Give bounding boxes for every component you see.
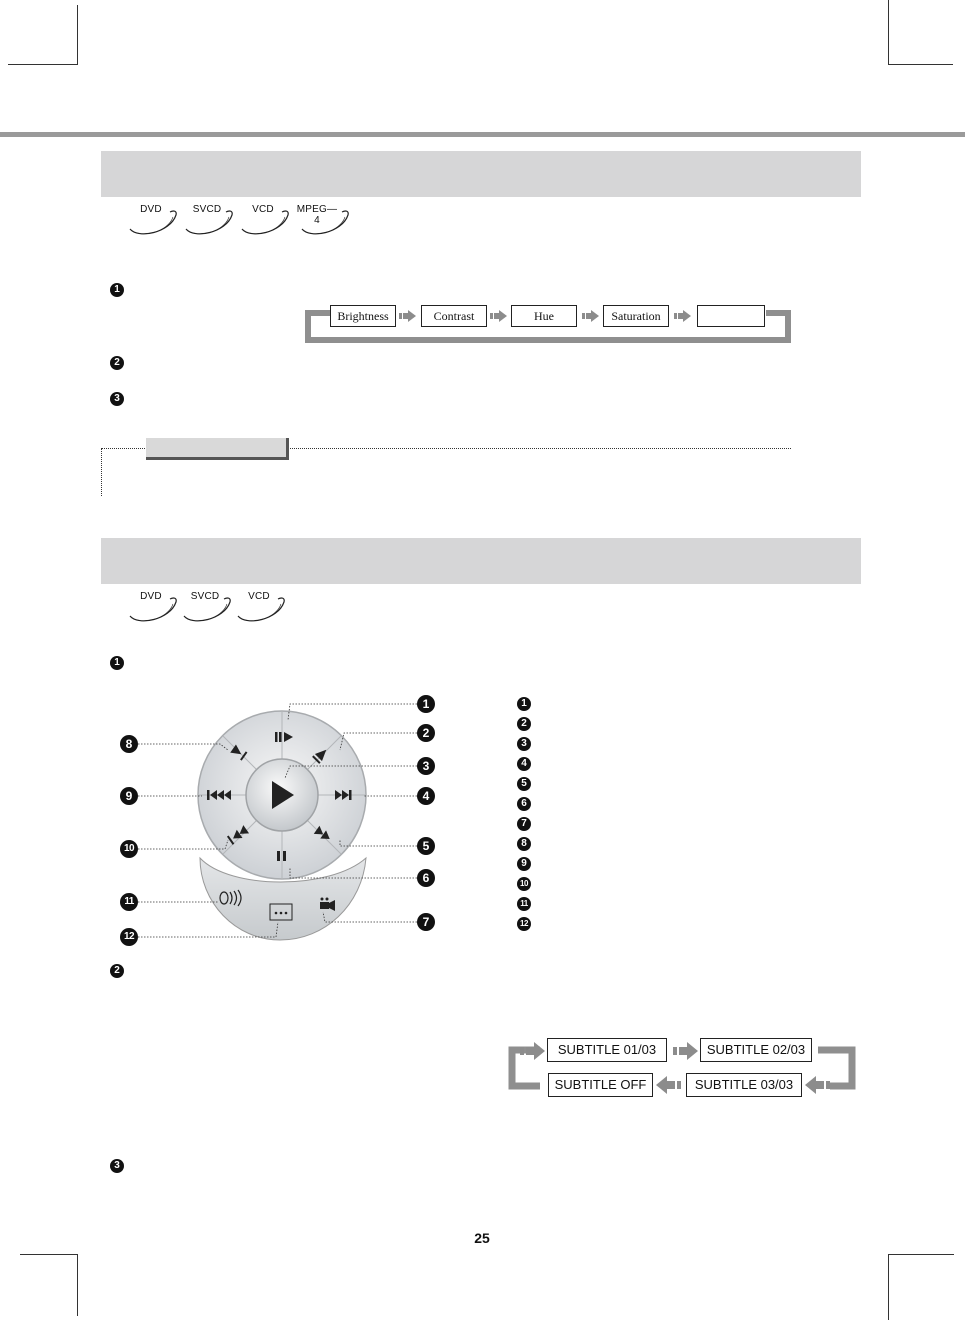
diagram-callout: 5 xyxy=(417,837,435,855)
diagram-callout: 1 xyxy=(417,695,435,713)
diagram-callout: 2 xyxy=(417,724,435,742)
legend-marker: 10 xyxy=(517,877,531,891)
crop-mark xyxy=(8,64,77,65)
legend-marker: 9 xyxy=(517,857,531,871)
diagram-callout: 3 xyxy=(417,757,435,775)
crop-mark xyxy=(888,1254,954,1255)
crop-mark xyxy=(77,5,78,65)
arrow-right-icon xyxy=(490,309,508,323)
format-badge xyxy=(296,204,352,237)
note-label-bar xyxy=(146,438,289,460)
legend-marker: 6 xyxy=(517,797,531,811)
format-label: DVD xyxy=(140,591,162,602)
diagram-callout: 11 xyxy=(120,893,138,911)
picture-setting-box: Brightness xyxy=(330,305,396,327)
control-wheel-diagram xyxy=(110,690,450,950)
format-label: VCD xyxy=(248,591,270,602)
step-marker: 2 xyxy=(110,964,124,978)
format-label: VCD xyxy=(252,204,274,215)
picture-setting-box xyxy=(697,305,765,327)
subtitle-state-box: SUBTITLE 01/03 xyxy=(547,1038,667,1062)
legend-marker: 3 xyxy=(517,737,531,751)
picture-setting-box: Hue xyxy=(511,305,577,327)
legend-marker: 12 xyxy=(517,917,531,931)
format-badge xyxy=(184,204,236,237)
diagram-callout: 6 xyxy=(417,869,435,887)
format-label: SVCD xyxy=(192,204,222,215)
format-label: SVCD xyxy=(190,591,220,602)
legend-marker: 11 xyxy=(517,897,531,911)
section-heading-band xyxy=(101,538,861,584)
subtitle-state-box: SUBTITLE 02/03 xyxy=(700,1038,812,1062)
arrow-right-icon xyxy=(520,1042,546,1060)
note-dotted-border xyxy=(101,448,102,496)
diagram-callout: 10 xyxy=(120,840,138,858)
page-number: 25 xyxy=(474,1230,490,1246)
step-marker: 1 xyxy=(110,283,124,297)
format-badge xyxy=(182,591,234,624)
diagram-callout: 8 xyxy=(120,735,138,753)
step-marker: 3 xyxy=(110,1159,124,1173)
format-badge xyxy=(128,204,180,237)
crop-mark xyxy=(20,1254,77,1255)
arrow-left-icon xyxy=(805,1076,831,1094)
format-label: DVD xyxy=(140,204,162,215)
crop-mark xyxy=(888,0,889,65)
step-marker: 2 xyxy=(110,356,124,370)
section-heading-band xyxy=(101,151,861,197)
arrow-right-icon xyxy=(582,309,600,323)
picture-setting-box: Saturation xyxy=(603,305,669,327)
crop-mark xyxy=(77,1254,78,1316)
diagram-callout: 9 xyxy=(120,787,138,805)
picture-setting-box: Contrast xyxy=(421,305,487,327)
legend-marker: 5 xyxy=(517,777,531,791)
crop-mark xyxy=(888,64,953,65)
arrow-right-icon xyxy=(674,309,692,323)
format-badge xyxy=(240,204,292,237)
crop-mark xyxy=(888,1254,889,1320)
subtitle-state-box: SUBTITLE 03/03 xyxy=(686,1073,802,1097)
arrow-right-icon xyxy=(673,1042,699,1060)
format-label: MPEG—4 xyxy=(296,204,338,226)
diagram-callout: 4 xyxy=(417,787,435,805)
arrow-left-icon xyxy=(656,1076,682,1094)
legend-marker: 4 xyxy=(517,757,531,771)
step-marker: 3 xyxy=(110,392,124,406)
diagram-callout: 7 xyxy=(417,913,435,931)
diagram-callout: 12 xyxy=(120,928,138,946)
legend-marker: 8 xyxy=(517,837,531,851)
legend-marker: 1 xyxy=(517,697,531,711)
legend-marker: 2 xyxy=(517,717,531,731)
subtitle-state-box: SUBTITLE OFF xyxy=(548,1073,653,1097)
format-badge xyxy=(236,591,288,624)
format-badge xyxy=(128,591,180,624)
step-marker: 1 xyxy=(110,656,124,670)
legend-marker: 7 xyxy=(517,817,531,831)
arrow-right-icon xyxy=(399,309,417,323)
header-rule xyxy=(0,132,965,137)
